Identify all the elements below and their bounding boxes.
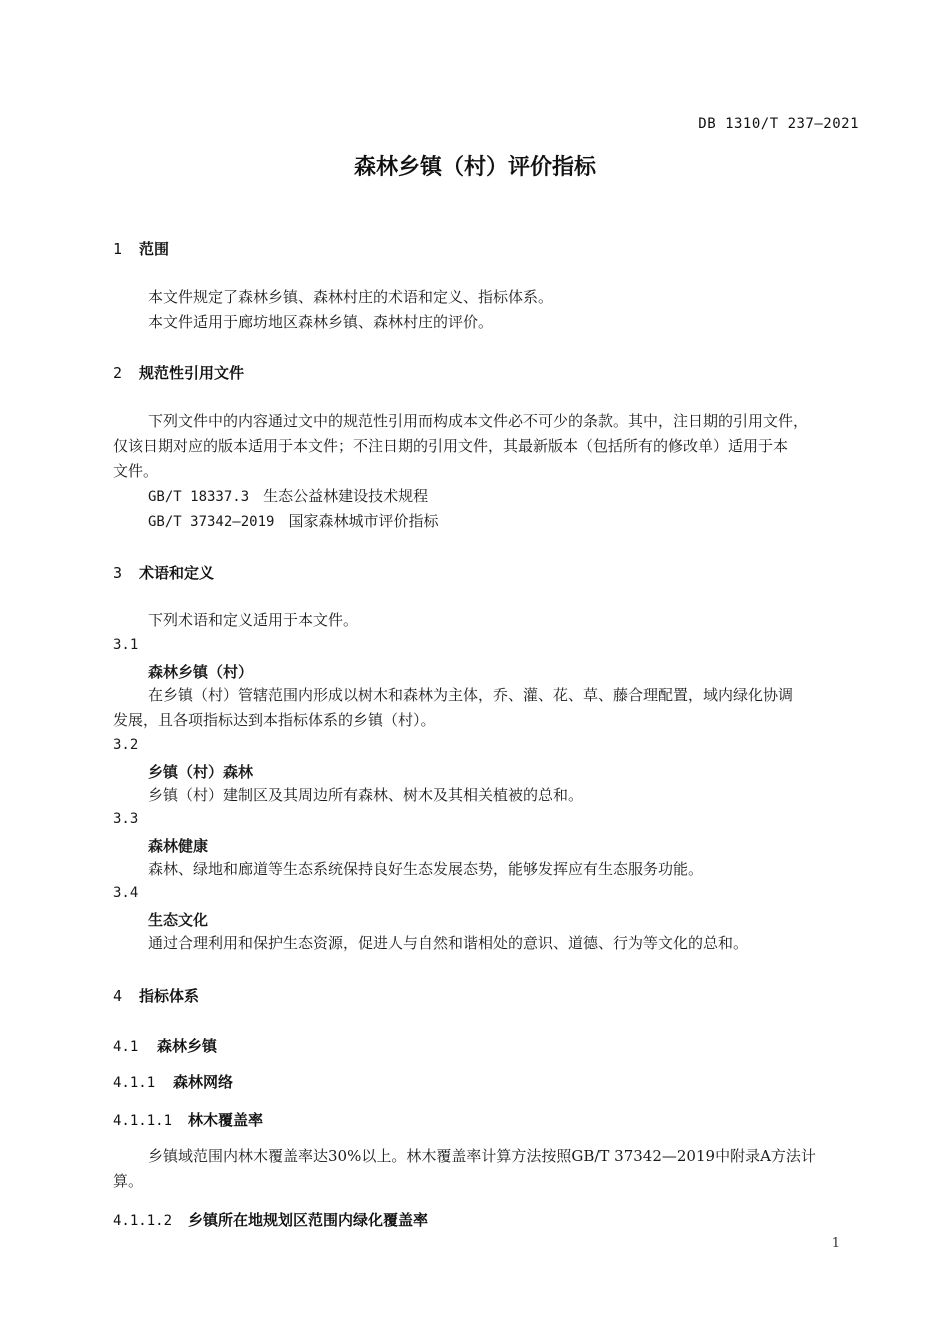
term-definition: 通过合理利用和保护生态资源，促进人与自然和谐相处的意识、道德、行为等文化的总和。 [148, 934, 749, 952]
paragraph: 本文件适用于廊坊地区森林乡镇、森林村庄的评价。 [148, 313, 494, 331]
section-title: 林木覆盖率 [188, 1111, 264, 1129]
section-number: 1 [113, 240, 123, 258]
section-title: 森林乡镇 [157, 1037, 218, 1055]
section-title: 范围 [139, 240, 170, 258]
subsection-4-1-1-1-heading [113, 1109, 263, 1130]
term-number: 3.2 [113, 737, 139, 753]
section-number: 4.1 [113, 1039, 139, 1055]
section-number: 4 [113, 987, 123, 1005]
term-definition: 乡镇（村）建制区及其周边所有森林、树木及其相关植被的总和。 [148, 786, 584, 804]
section-2-heading [113, 362, 244, 383]
section-title: 指标体系 [139, 987, 200, 1005]
reference-name: 国家森林城市评价指标 [288, 512, 439, 530]
reference-2 [148, 509, 438, 535]
paragraph-line: 乡镇域范围内林木覆盖率达30%以上。林木覆盖率计算方法按照GB/T 37342—2019中附录A方法计 [148, 1147, 816, 1165]
term-name: 森林乡镇（村） [148, 663, 254, 681]
term-number: 3.4 [113, 885, 139, 901]
reference-code: GB/T 18337.3 [148, 489, 250, 505]
paragraph: 本文件规定了森林乡镇、森林村庄的术语和定义、指标体系。 [148, 288, 554, 306]
term-name: 生态文化 [148, 911, 209, 929]
term-number: 3.1 [113, 637, 139, 653]
paragraph-line: 算。 [113, 1172, 144, 1190]
section-title: 规范性引用文件 [139, 364, 245, 382]
section-4-heading [113, 985, 199, 1006]
reference-code: GB/T 37342—2019 [148, 514, 275, 530]
section-number: 2 [113, 364, 123, 382]
subsection-4-1-1-2-heading [113, 1209, 428, 1230]
term-number: 3.3 [113, 811, 139, 827]
subsection-4-1-heading [113, 1035, 217, 1056]
document-title: 森林乡镇（村）评价指标 [353, 155, 596, 180]
paragraph: 下列术语和定义适用于本文件。 [148, 611, 359, 629]
section-1-heading [113, 238, 169, 259]
section-3-heading [113, 562, 214, 583]
section-number: 4.1.1.2 [113, 1213, 173, 1229]
standard-code: DB 1310/T 237—2021 [698, 116, 859, 132]
paragraph-line: 下列文件中的内容通过文中的规范性引用而构成本文件必不可少的条款。其中，注日期的引用文件， [148, 412, 809, 430]
term-definition: 森林、绿地和廊道等生态系统保持良好生态发展态势，能够发挥应有生态服务功能。 [148, 860, 704, 878]
section-title: 术语和定义 [139, 564, 215, 582]
reference-name: 生态公益林建设技术规程 [263, 487, 429, 505]
section-number: 3 [113, 564, 123, 582]
subsection-4-1-1-heading [113, 1071, 233, 1092]
term-name: 森林健康 [148, 837, 209, 855]
section-title: 森林网络 [173, 1073, 234, 1091]
section-number: 4.1.1.1 [113, 1113, 173, 1129]
page-number: 1 [831, 1236, 840, 1251]
term-definition-line: 发展，且各项指标达到本指标体系的乡镇（村）。 [113, 711, 436, 729]
paragraph-line: 文件。 [113, 462, 159, 480]
term-name: 乡镇（村）森林 [148, 763, 254, 781]
section-number: 4.1.1 [113, 1075, 156, 1091]
reference-1 [148, 484, 428, 510]
section-title: 乡镇所在地规划区范围内绿化覆盖率 [188, 1211, 429, 1229]
term-definition-line: 在乡镇（村）管辖范围内形成以树木和森林为主体，乔、灌、花、草、藤合理配置，域内绿化协调 [148, 686, 794, 704]
paragraph-line: 仅该日期对应的版本适用于本文件；不注日期的引用文件，其最新版本（包括所有的修改单）适用于本 [113, 437, 789, 455]
